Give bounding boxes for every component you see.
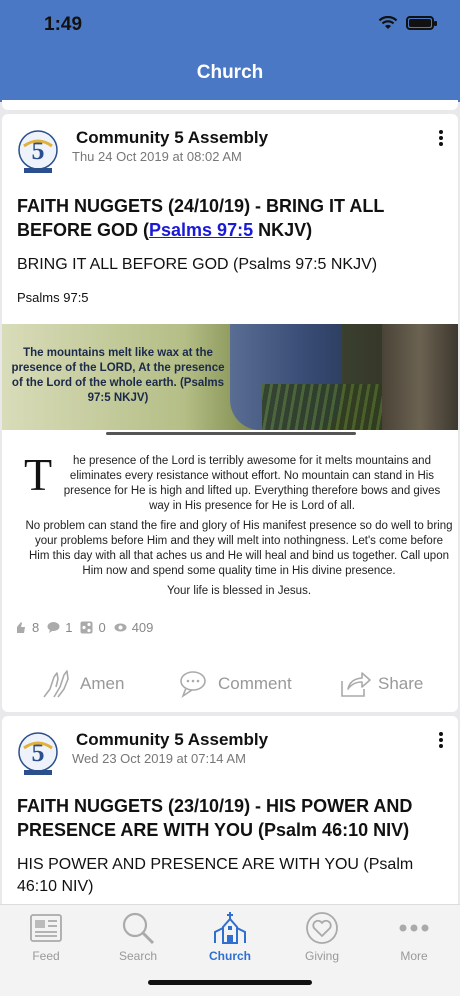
comment-button[interactable]	[178, 666, 292, 702]
status-icons	[378, 16, 434, 30]
share-count-icon	[80, 621, 93, 634]
comment-count-icon	[47, 621, 60, 634]
home-indicator[interactable]	[148, 980, 312, 985]
comment-count: 1	[65, 620, 73, 635]
tab-search[interactable]	[92, 905, 184, 965]
tab-feed-label: Feed	[32, 949, 60, 963]
tab-more-label: More	[400, 949, 428, 963]
post-author[interactable]: Community 5 Assembly	[76, 730, 269, 749]
eye-icon	[114, 621, 127, 634]
share-label: Share	[378, 674, 424, 693]
view-count: 409	[131, 620, 154, 635]
more-options-icon[interactable]	[436, 732, 446, 748]
more-icon	[397, 911, 431, 945]
share-arrow-icon	[338, 669, 372, 699]
amen-count: 8	[32, 620, 40, 635]
church-logo-icon	[16, 130, 60, 174]
svg-text:5: 5	[31, 738, 45, 767]
post-card[interactable]	[2, 114, 458, 712]
post-actions	[2, 666, 458, 702]
post-card[interactable]	[2, 716, 458, 916]
battery-icon	[406, 16, 434, 30]
church-logo-icon	[16, 732, 60, 776]
tab-church[interactable]	[184, 905, 276, 965]
church-icon	[213, 911, 247, 945]
tab-feed[interactable]	[0, 905, 92, 965]
post-author[interactable]: Community 5 Assembly	[76, 128, 269, 147]
post-title: FAITH NUGGETS (24/10/19) - BRING IT ALL BEFORE GOD (Psalms 97:5 NKJV)	[17, 196, 385, 240]
comment-label: Comment	[218, 674, 292, 693]
svg-text:5: 5	[31, 136, 45, 165]
scripture-link[interactable]: Psalms 97:5	[149, 220, 254, 240]
horizontal-scrollbar[interactable]	[106, 432, 356, 435]
post-subtitle: HIS POWER AND PRESENCE ARE WITH YOU (Psalm 46:10 NIV)	[17, 856, 414, 895]
drop-cap: T	[24, 449, 53, 500]
comment-bubble-icon	[178, 669, 212, 699]
share-button[interactable]	[338, 666, 423, 702]
search-icon	[121, 911, 155, 945]
post-reference: Psalms 97:5	[17, 290, 89, 305]
post-paragraph: Your life is blessed in Jesus.	[166, 585, 312, 597]
post-title: FAITH NUGGETS (23/10/19) - HIS POWER AND PRESENCE ARE WITH YOU (Psalm 46:10 NIV)	[17, 796, 413, 840]
previous-post-edge	[2, 100, 458, 110]
banner-verse: The mountains melt like wax at the presence of the LORD, At the presence of the Lord of the whole earth. (Psalms 97:5 NKJV)	[11, 347, 225, 404]
tab-giving-label: Giving	[304, 949, 339, 963]
share-count: 0	[98, 620, 106, 635]
tab-search-label: Search	[118, 949, 158, 963]
post-paragraph: he presence of the Lord is terribly awesome for it melts mountains and eliminates every resistance without effort. No mountain can stand in His presence for He is high and lifted up. Everything therefore bows and gives way in His presence for He is Lord of all.	[63, 455, 441, 512]
navigation-header	[0, 0, 460, 102]
post-subtitle: BRING IT ALL BEFORE GOD (Psalms 97:5 NKJV)	[17, 256, 378, 273]
praying-hands-icon	[40, 669, 74, 699]
amen-count-icon	[14, 621, 27, 634]
amen-label: Amen	[80, 674, 125, 693]
post-paragraph: No problem can stand the fire and glory of His manifest presence so do well to bring your problems before Him and they will melt into nothingness. Let's come before Him this day with all that aches us and He will heal and bind us together. Call upon Him now and spend some quality time in His divine presence.	[25, 520, 453, 577]
tab-giving[interactable]	[276, 905, 368, 965]
post-date: Wed 23 Oct 2019 at 07:14 AM	[72, 751, 246, 766]
post-date: Thu 24 Oct 2019 at 08:02 AM	[72, 149, 242, 164]
tab-more[interactable]	[368, 905, 460, 965]
status-time: 1:49	[44, 14, 83, 35]
post-banner-image	[2, 324, 458, 430]
page-title: Church	[196, 62, 264, 83]
feed-icon	[29, 911, 63, 945]
tab-church-label: Church	[209, 949, 251, 963]
amen-button[interactable]	[40, 666, 124, 702]
post-stats	[14, 620, 156, 635]
more-options-icon[interactable]	[436, 130, 446, 146]
heart-icon	[305, 911, 339, 945]
wifi-icon	[378, 16, 398, 30]
